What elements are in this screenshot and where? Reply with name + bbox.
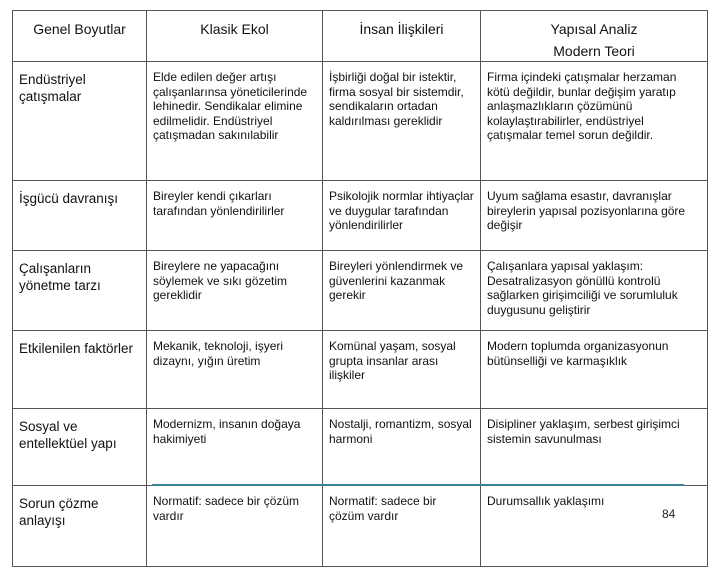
table-row (13, 181, 708, 251)
cell-human-relations: İşbirliği doğal bir istektir, firma sosyal bir sistemdir, sendikaların ortadan kaldırılması gereklidir (323, 62, 481, 181)
cell-classic: Elde edilen değer artışı çalışanlarınsa yöneticilerinde lehinedir. Sendikalar elimine edilmelidir. Endüstriyel çatışmadan sakınılabilir (147, 62, 323, 181)
cell-structural: Çalışanlara yapısal yaklaşım: Desatralizasyon gönüllü kontrolü sağlarken girişimciliği ve sorumluluk duygusunu geliştirir (481, 251, 708, 331)
cell-structural: Firma içindeki çatışmalar herzaman kötü değildir, bunlar değişim yaratıp anlaşmazlıkların çözümünü kolaylaştırabilirler, endüstriyel çatışmalar temel sorun değildir. (481, 62, 708, 181)
comparison-sheet (12, 10, 707, 528)
cell-structural: Disipliner yaklaşım, serbest girişimci sistemin savunulması (481, 409, 708, 486)
row-dimension: Etkilenilen faktörler (13, 331, 147, 409)
accent-underline (152, 484, 684, 486)
header-human-relations: İnsan İlişkileri (323, 11, 481, 62)
row-dimension: İşgücü davranışı (13, 181, 147, 251)
header-structural-line1: Yapısal Analiz (550, 21, 638, 37)
row-dimension: Endüstriyel çatışmalar (13, 62, 147, 181)
header-structural-line2: Modern Teori (553, 43, 635, 59)
cell-structural: Durumsallık yaklaşımı (481, 486, 708, 567)
cell-human-relations: Bireyleri yönlendirmek ve güvenlerini kazanmak gerekir (323, 251, 481, 331)
cell-human-relations: Psikolojik normlar ihtiyaçlar ve duygular tarafından yönlendirilirler (323, 181, 481, 251)
table-row (13, 331, 708, 409)
cell-classic: Bireyler kendi çıkarları tarafından yönlendirilirler (147, 181, 323, 251)
cell-human-relations: Nostalji, romantizm, sosyal harmoni (323, 409, 481, 486)
cell-structural: Uyum sağlama esastır, davranışlar bireylerin yapısal pozisyonlarına göre değişir (481, 181, 708, 251)
header-structural-analysis (481, 11, 708, 62)
cell-classic: Normatif: sadece bir çözüm vardır (147, 486, 323, 567)
cell-human-relations: Normatif: sadece bir çözüm vardır (323, 486, 481, 567)
table-header-row (13, 11, 708, 62)
row-dimension: Sosyal ve entellektüel yapı (13, 409, 147, 486)
table-row (13, 251, 708, 331)
header-classic-school: Klasik Ekol (147, 11, 323, 62)
table-row (13, 486, 708, 567)
cell-classic: Mekanik, teknoloji, işyeri dizaynı, yığın üretim (147, 331, 323, 409)
table-row (13, 409, 708, 486)
cell-classic: Bireylere ne yapacağını söylemek ve sıkı gözetim gereklidir (147, 251, 323, 331)
cell-classic: Modernizm, insanın doğaya hakimiyeti (147, 409, 323, 486)
page-number: 84 (662, 507, 676, 521)
cell-human-relations: Komünal yaşam, sosyal grupta insanlar arası ilişkiler (323, 331, 481, 409)
header-dimensions: Genel Boyutlar (13, 11, 147, 62)
cell-structural: Modern toplumda organizasyonun bütünselliği ve karmaşıklık (481, 331, 708, 409)
row-dimension: Çalışanların yönetme tarzı (13, 251, 147, 331)
table-row (13, 62, 708, 181)
row-dimension: Sorun çözme anlayışı (13, 486, 147, 567)
